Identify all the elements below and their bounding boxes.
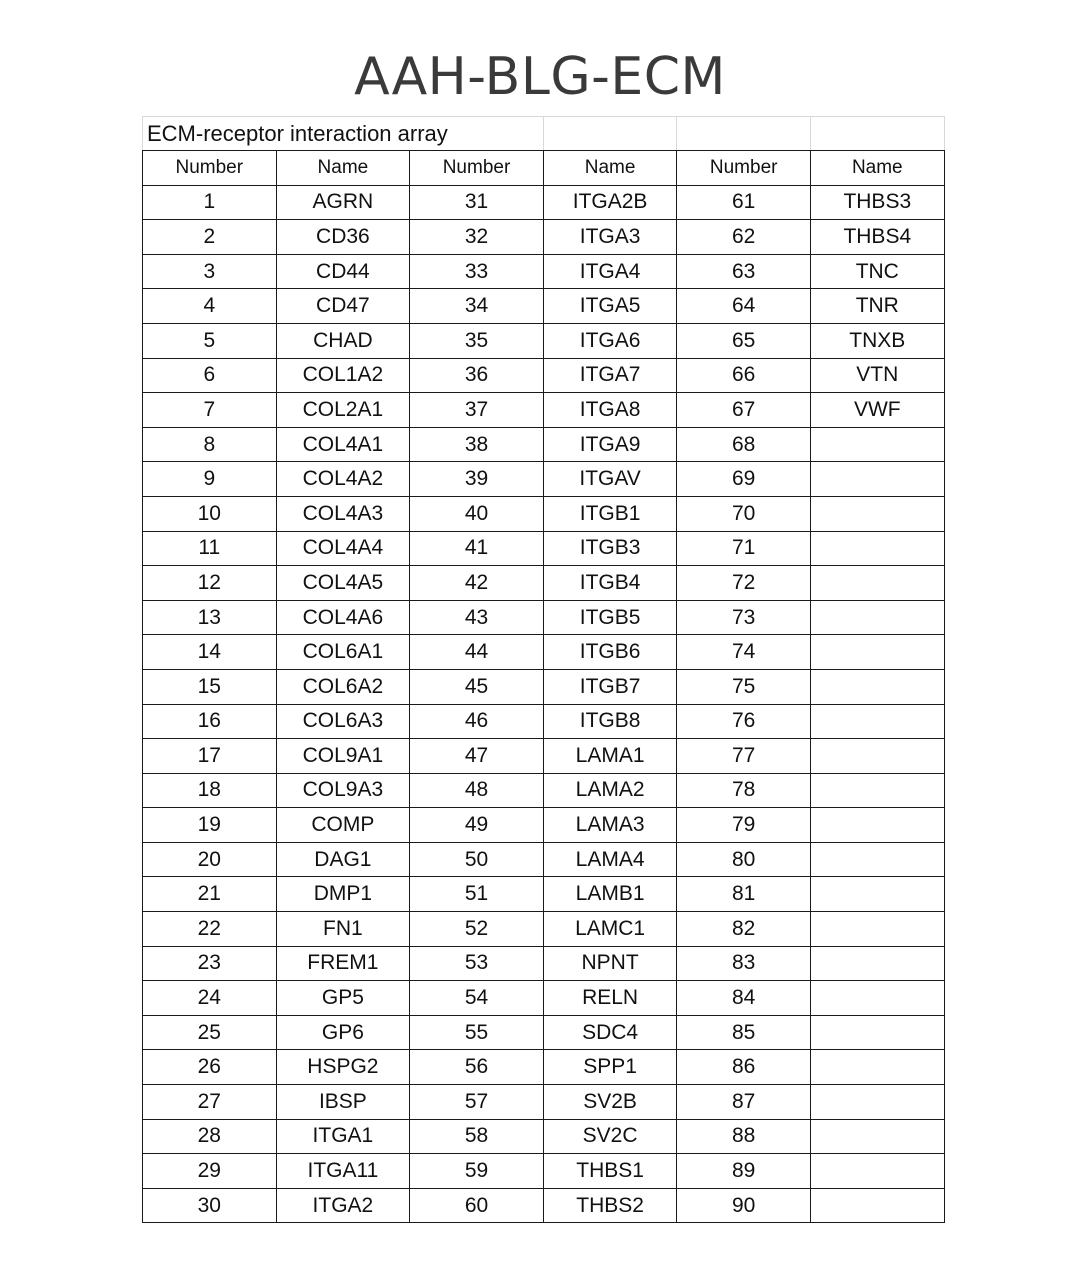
table-row: [143, 808, 945, 843]
number-cell: 35: [410, 323, 544, 358]
table-caption: ECM-receptor interaction array: [143, 117, 544, 151]
name-cell: COMP: [276, 808, 410, 843]
name-cell: [810, 739, 944, 774]
number-cell: 66: [677, 358, 811, 393]
number-cell: 41: [410, 531, 544, 566]
name-cell: COL6A2: [276, 669, 410, 704]
number-cell: 15: [143, 669, 277, 704]
name-cell: [810, 1050, 944, 1085]
number-cell: 26: [143, 1050, 277, 1085]
table-row: [143, 600, 945, 635]
number-cell: 23: [143, 946, 277, 981]
number-cell: 68: [677, 427, 811, 462]
name-cell: COL4A2: [276, 462, 410, 497]
table-row: [143, 462, 945, 497]
header-cell: Name: [543, 151, 677, 186]
name-cell: [810, 531, 944, 566]
name-cell: NPNT: [543, 946, 677, 981]
number-cell: 90: [677, 1188, 811, 1223]
number-cell: 48: [410, 773, 544, 808]
table-row: [143, 1085, 945, 1120]
number-cell: 39: [410, 462, 544, 497]
name-cell: ITGA6: [543, 323, 677, 358]
caption-row: [143, 117, 945, 151]
number-cell: 77: [677, 739, 811, 774]
name-cell: DAG1: [276, 842, 410, 877]
name-cell: CD44: [276, 254, 410, 289]
name-cell: ITGA2: [276, 1188, 410, 1223]
name-cell: IBSP: [276, 1085, 410, 1120]
name-cell: TNR: [810, 289, 944, 324]
table-row: [143, 1015, 945, 1050]
name-cell: [810, 946, 944, 981]
table-row: [143, 531, 945, 566]
name-cell: ITGB5: [543, 600, 677, 635]
table-row: [143, 842, 945, 877]
name-cell: ITGA7: [543, 358, 677, 393]
number-cell: 9: [143, 462, 277, 497]
table-row: [143, 289, 945, 324]
number-cell: 86: [677, 1050, 811, 1085]
number-cell: 38: [410, 427, 544, 462]
table-row: [143, 358, 945, 393]
number-cell: 52: [410, 912, 544, 947]
name-cell: [810, 462, 944, 497]
name-cell: [810, 427, 944, 462]
name-cell: AGRN: [276, 185, 410, 220]
number-cell: 3: [143, 254, 277, 289]
table-row: [143, 1188, 945, 1223]
table-row: [143, 773, 945, 808]
number-cell: 83: [677, 946, 811, 981]
number-cell: 51: [410, 877, 544, 912]
table-row: [143, 566, 945, 601]
page-title: AAH-BLG-ECM: [354, 47, 726, 107]
number-cell: 5: [143, 323, 277, 358]
name-cell: TNXB: [810, 323, 944, 358]
number-cell: 84: [677, 981, 811, 1016]
name-cell: SPP1: [543, 1050, 677, 1085]
table-row: [143, 220, 945, 255]
number-cell: 31: [410, 185, 544, 220]
table-row: [143, 946, 945, 981]
number-cell: 1: [143, 185, 277, 220]
name-cell: GP5: [276, 981, 410, 1016]
number-cell: 79: [677, 808, 811, 843]
number-cell: 75: [677, 669, 811, 704]
number-cell: 72: [677, 566, 811, 601]
number-cell: 29: [143, 1154, 277, 1189]
name-cell: COL6A1: [276, 635, 410, 670]
number-cell: 58: [410, 1119, 544, 1154]
name-cell: [810, 773, 944, 808]
name-cell: ITGB7: [543, 669, 677, 704]
name-cell: [810, 842, 944, 877]
table-row: [143, 981, 945, 1016]
name-cell: ITGA5: [543, 289, 677, 324]
number-cell: 32: [410, 220, 544, 255]
name-cell: ITGA1: [276, 1119, 410, 1154]
name-cell: COL6A3: [276, 704, 410, 739]
table-row: [143, 669, 945, 704]
table-row: [143, 704, 945, 739]
table-row: [143, 1050, 945, 1085]
name-cell: ITGA4: [543, 254, 677, 289]
number-cell: 13: [143, 600, 277, 635]
number-cell: 36: [410, 358, 544, 393]
number-cell: 42: [410, 566, 544, 601]
name-cell: LAMA3: [543, 808, 677, 843]
number-cell: 57: [410, 1085, 544, 1120]
number-cell: 10: [143, 496, 277, 531]
header-cell: Name: [810, 151, 944, 186]
number-cell: 43: [410, 600, 544, 635]
name-cell: [810, 1015, 944, 1050]
number-cell: 89: [677, 1154, 811, 1189]
number-cell: 70: [677, 496, 811, 531]
number-cell: 21: [143, 877, 277, 912]
caption-empty-cell: [677, 117, 811, 151]
name-cell: COL1A2: [276, 358, 410, 393]
name-cell: ITGB1: [543, 496, 677, 531]
number-cell: 53: [410, 946, 544, 981]
number-cell: 69: [677, 462, 811, 497]
number-cell: 82: [677, 912, 811, 947]
number-cell: 45: [410, 669, 544, 704]
name-cell: [810, 1085, 944, 1120]
number-cell: 19: [143, 808, 277, 843]
number-cell: 2: [143, 220, 277, 255]
number-cell: 4: [143, 289, 277, 324]
name-cell: ITGAV: [543, 462, 677, 497]
name-cell: TNC: [810, 254, 944, 289]
name-cell: COL4A6: [276, 600, 410, 635]
number-cell: 37: [410, 393, 544, 428]
name-cell: COL4A1: [276, 427, 410, 462]
name-cell: LAMA1: [543, 739, 677, 774]
name-cell: COL9A1: [276, 739, 410, 774]
number-cell: 63: [677, 254, 811, 289]
number-cell: 56: [410, 1050, 544, 1085]
table-row: [143, 635, 945, 670]
number-cell: 46: [410, 704, 544, 739]
number-cell: 20: [143, 842, 277, 877]
name-cell: ITGA3: [543, 220, 677, 255]
name-cell: [810, 566, 944, 601]
number-cell: 6: [143, 358, 277, 393]
name-cell: [810, 912, 944, 947]
name-cell: ITGA2B: [543, 185, 677, 220]
table-row: [143, 739, 945, 774]
number-cell: 59: [410, 1154, 544, 1189]
name-cell: ITGA9: [543, 427, 677, 462]
name-cell: FREM1: [276, 946, 410, 981]
number-cell: 76: [677, 704, 811, 739]
name-cell: DMP1: [276, 877, 410, 912]
name-cell: FN1: [276, 912, 410, 947]
number-cell: 74: [677, 635, 811, 670]
name-cell: COL4A3: [276, 496, 410, 531]
number-cell: 17: [143, 739, 277, 774]
number-cell: 67: [677, 393, 811, 428]
number-cell: 22: [143, 912, 277, 947]
name-cell: [810, 635, 944, 670]
number-cell: 73: [677, 600, 811, 635]
number-cell: 44: [410, 635, 544, 670]
caption-empty-cell: [543, 117, 677, 151]
number-cell: 60: [410, 1188, 544, 1223]
number-cell: 85: [677, 1015, 811, 1050]
number-cell: 64: [677, 289, 811, 324]
name-cell: HSPG2: [276, 1050, 410, 1085]
name-cell: CD47: [276, 289, 410, 324]
name-cell: ITGA11: [276, 1154, 410, 1189]
name-cell: [810, 600, 944, 635]
number-cell: 71: [677, 531, 811, 566]
name-cell: ITGA8: [543, 393, 677, 428]
number-cell: 18: [143, 773, 277, 808]
number-cell: 34: [410, 289, 544, 324]
name-cell: COL4A4: [276, 531, 410, 566]
number-cell: 88: [677, 1119, 811, 1154]
ecm-receptor-table: [142, 116, 945, 1223]
number-cell: 11: [143, 531, 277, 566]
name-cell: RELN: [543, 981, 677, 1016]
number-cell: 81: [677, 877, 811, 912]
table-row: [143, 496, 945, 531]
name-cell: THBS3: [810, 185, 944, 220]
name-cell: [810, 877, 944, 912]
number-cell: 47: [410, 739, 544, 774]
number-cell: 28: [143, 1119, 277, 1154]
name-cell: ITGB4: [543, 566, 677, 601]
name-cell: [810, 981, 944, 1016]
table-row: [143, 393, 945, 428]
name-cell: VTN: [810, 358, 944, 393]
number-cell: 16: [143, 704, 277, 739]
name-cell: THBS2: [543, 1188, 677, 1223]
number-cell: 80: [677, 842, 811, 877]
number-cell: 62: [677, 220, 811, 255]
number-cell: 65: [677, 323, 811, 358]
number-cell: 40: [410, 496, 544, 531]
number-cell: 78: [677, 773, 811, 808]
caption-empty-cell: [810, 117, 944, 151]
table-row: [143, 323, 945, 358]
name-cell: COL9A3: [276, 773, 410, 808]
number-cell: 87: [677, 1085, 811, 1120]
header-cell: Name: [276, 151, 410, 186]
number-cell: 54: [410, 981, 544, 1016]
number-cell: 8: [143, 427, 277, 462]
name-cell: SDC4: [543, 1015, 677, 1050]
table-row: [143, 1119, 945, 1154]
name-cell: LAMA2: [543, 773, 677, 808]
name-cell: [810, 1154, 944, 1189]
name-cell: CHAD: [276, 323, 410, 358]
number-cell: 33: [410, 254, 544, 289]
name-cell: [810, 669, 944, 704]
name-cell: SV2C: [543, 1119, 677, 1154]
number-cell: 50: [410, 842, 544, 877]
table-row: [143, 1154, 945, 1189]
name-cell: [810, 496, 944, 531]
number-cell: 24: [143, 981, 277, 1016]
table-row: [143, 877, 945, 912]
header-row: [143, 151, 945, 186]
name-cell: [810, 704, 944, 739]
name-cell: [810, 808, 944, 843]
name-cell: THBS4: [810, 220, 944, 255]
name-cell: COL2A1: [276, 393, 410, 428]
number-cell: 27: [143, 1085, 277, 1120]
number-cell: 14: [143, 635, 277, 670]
name-cell: SV2B: [543, 1085, 677, 1120]
name-cell: LAMA4: [543, 842, 677, 877]
name-cell: [810, 1188, 944, 1223]
name-cell: LAMC1: [543, 912, 677, 947]
name-cell: COL4A5: [276, 566, 410, 601]
table-row: [143, 185, 945, 220]
name-cell: ITGB8: [543, 704, 677, 739]
number-cell: 25: [143, 1015, 277, 1050]
name-cell: GP6: [276, 1015, 410, 1050]
number-cell: 7: [143, 393, 277, 428]
name-cell: THBS1: [543, 1154, 677, 1189]
name-cell: ITGB3: [543, 531, 677, 566]
header-cell: Number: [143, 151, 277, 186]
table-row: [143, 912, 945, 947]
name-cell: VWF: [810, 393, 944, 428]
name-cell: ITGB6: [543, 635, 677, 670]
number-cell: 30: [143, 1188, 277, 1223]
header-cell: Number: [410, 151, 544, 186]
table-row: [143, 427, 945, 462]
table-row: [143, 254, 945, 289]
number-cell: 55: [410, 1015, 544, 1050]
name-cell: LAMB1: [543, 877, 677, 912]
header-cell: Number: [677, 151, 811, 186]
name-cell: [810, 1119, 944, 1154]
name-cell: CD36: [276, 220, 410, 255]
number-cell: 61: [677, 185, 811, 220]
number-cell: 12: [143, 566, 277, 601]
number-cell: 49: [410, 808, 544, 843]
